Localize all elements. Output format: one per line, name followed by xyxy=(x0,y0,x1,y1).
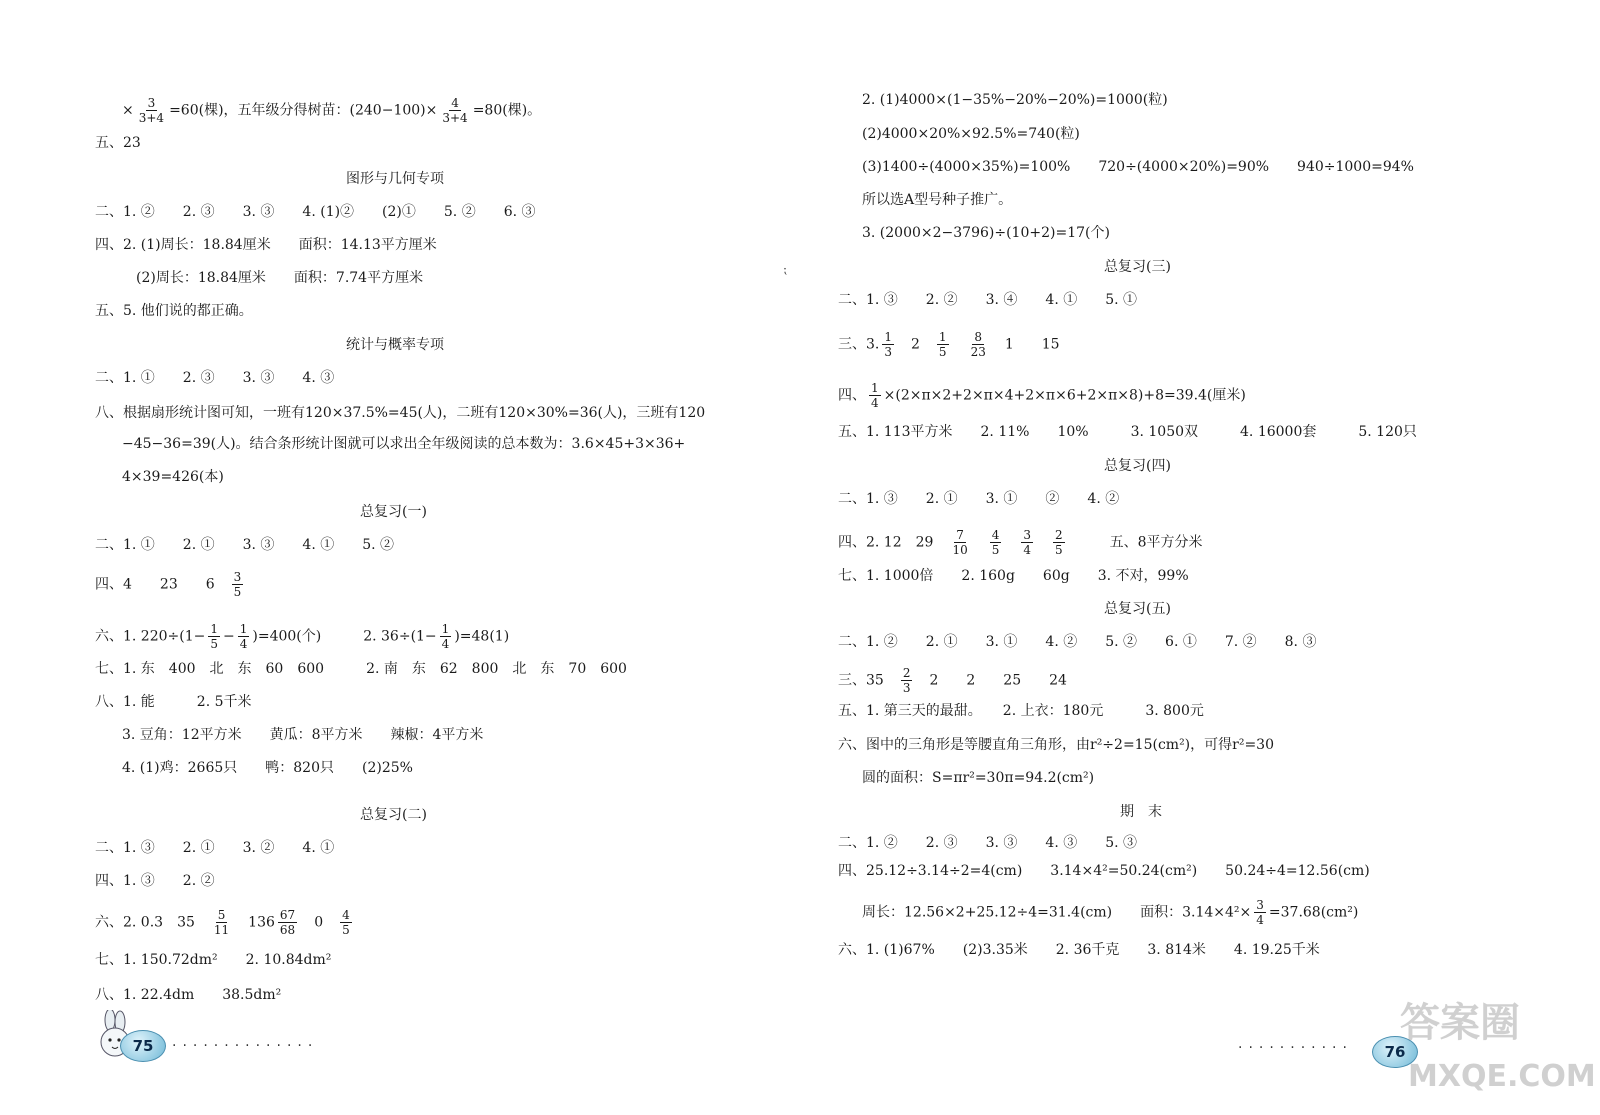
right-line-16: 六、图中的三角形是等腰直角三角形，由r²÷2=15(cm²)，可得r²=30 xyxy=(838,737,1274,753)
left-line-3: 二、1. ② 2. ③ 3. ③ 4. (1)② (2)① 5. ② 6. ③ xyxy=(95,204,536,220)
right-line-1: 2. (1)4000×(1−35%−20%−20%)=1000(粒) xyxy=(862,92,1168,108)
fraction: $\frac{8}{23}$ xyxy=(970,330,986,359)
right-line-2: (2)4000×20%×92.5%=740(粒) xyxy=(862,126,1080,142)
left-line-8: 八、根据扇形统计图可知，一班有120×37.5%=45(人)，二班有120×30%=36(人)，三班有120 xyxy=(95,405,706,421)
fraction: $\frac{1}{5}$ xyxy=(938,330,947,359)
right-line-20: 周长：12.56×2+25.12÷4=31.4(cm) 面积：3.14×4²× $\frac{3}{4}$ =37.68(cm²) xyxy=(862,898,1359,927)
right-line-15: 五、1. 第三天的最甜。 2. 上衣：180元 3. 800元 xyxy=(838,703,1204,719)
right-line-9: 五、1. 113平方米 2. 11% 10% 3. 1050双 4. 16000套 5. 120只 xyxy=(838,424,1417,440)
fraction: $\frac{1}{4}$ xyxy=(239,622,248,651)
dotted-leader-left: ·············· xyxy=(172,1038,319,1054)
section-heading-review-5: 总复习(五) xyxy=(1104,601,1171,617)
right-line-17: 圆的面积：S=πr²=30π=94.2(cm²) xyxy=(862,770,1095,786)
right-line-19: 四、25.12÷3.14÷2=4(cm) 3.14×4²=50.24(cm²) 50.24÷4=12.56(cm) xyxy=(838,863,1370,879)
fraction: $\frac{3}{5}$ xyxy=(233,570,242,599)
left-line-13: 六、1. 220÷(1− $\frac{1}{5}$ − $\frac{1}{4}$ )=400(个) 2. 36÷(1− $\frac{1}{4}$ )=48(1) xyxy=(95,622,510,651)
left-line-5: (2)周长：18.84厘米 面积：7.74平方厘米 xyxy=(136,270,424,286)
fraction: $\frac{1}{4}$ xyxy=(441,622,450,651)
section-heading-review-2: 总复习(二) xyxy=(360,807,427,823)
fraction: $\frac{1}{5}$ xyxy=(210,622,218,651)
page-divider-mark: ⁏ xyxy=(783,262,788,276)
fraction: $\frac{4}{5}$ xyxy=(991,528,1000,557)
right-line-4: 所以选A型号种子推广。 xyxy=(862,192,1013,208)
dotted-leader-right: ··········· xyxy=(1238,1040,1353,1056)
fraction: $\frac{1}{4}$ xyxy=(871,381,879,410)
right-line-8: 四、 $\frac{1}{4}$ ×(2×π×2+2×π×4+2×π×6+2×π×8)+8=39.4(厘米) xyxy=(838,381,1246,410)
left-line-20: 六、2. 0.3 35 $\frac{5}{11}$ 136 $\frac{67}{68}$ 0 $\frac{4}{5}$ xyxy=(95,908,350,937)
left-line-7: 二、1. ① 2. ③ 3. ③ 4. ③ xyxy=(95,370,335,386)
left-line-22: 八、1. 22.4dm 38.5dm² xyxy=(95,987,282,1003)
section-heading-review-4: 总复习(四) xyxy=(1104,458,1171,474)
section-heading-final: 期 末 xyxy=(1120,804,1162,820)
right-line-6: 二、1. ③ 2. ② 3. ④ 4. ① 5. ① xyxy=(838,292,1138,308)
left-line-1: × $\frac{3}{3+4}$ =60(棵)，五年级分得树苗：(240−100)× $\frac{4}{3+4}$ =80(棵)。 xyxy=(122,96,542,125)
left-line-21: 七、1. 150.72dm² 2. 10.84dm² xyxy=(95,952,332,968)
left-line-18: 二、1. ③ 2. ① 3. ② 4. ① xyxy=(95,840,335,856)
left-line-17: 4. (1)鸡：2665只 鸭：820只 (2)25% xyxy=(122,760,413,776)
left-line-2: 五、23 xyxy=(95,135,141,151)
watermark-url: MXQE.COM xyxy=(1408,1059,1596,1094)
fraction: $\frac{2}{5}$ xyxy=(1055,528,1063,557)
left-line-10: 4×39=426(本) xyxy=(122,469,224,485)
left-line-16: 3. 豆角：12平方米 黄瓜：8平方米 辣椒：4平方米 xyxy=(122,727,484,743)
fraction: $\frac{2}{3}$ xyxy=(902,666,911,695)
fraction: $\frac{5}{11}$ xyxy=(213,908,230,937)
left-line-9: −45−36=39(人)。结合条形统计图就可以求出全年级阅读的总本数为：3.6×45+3×36+ xyxy=(122,436,686,452)
right-line-13: 二、1. ② 2. ① 3. ① 4. ② 5. ② 6. ① 7. ② 8. ③ xyxy=(838,634,1317,650)
left-line-12: 四、4 23 6 $\frac{3}{5}$ xyxy=(95,570,242,599)
right-line-7: 三、3. $\frac{1}{3}$ 2 $\frac{1}{5}$ $\frac{8}{23}$ 1 15 xyxy=(838,330,1060,359)
section-heading-review-1: 总复习(一) xyxy=(360,504,427,520)
right-line-14: 三、35 $\frac{2}{3}$ 2 2 25 24 xyxy=(838,666,1067,695)
left-line-14: 七、1. 东 400 北 东 60 600 2. 南 东 62 800 北 东 70 600 xyxy=(95,661,627,677)
left-line-15: 八、1. 能 2. 5千米 xyxy=(95,694,252,710)
fraction: $\frac{67}{68}$ xyxy=(279,908,296,937)
right-line-11: 四、2. 12 29 $\frac{7}{10}$ $\frac{4}{5}$ $\frac{3}{4}$ $\frac{2}{5}$ 五、8平方分米 xyxy=(838,528,1203,557)
section-heading-review-3: 总复习(三) xyxy=(1104,259,1171,275)
left-line-4: 四、2. (1)周长：18.84厘米 面积：14.13平方厘米 xyxy=(95,237,437,253)
right-line-12: 七、1. 1000倍 2. 160g 60g 3. 不对，99% xyxy=(838,568,1189,584)
section-heading-statistics: 统计与概率专项 xyxy=(346,337,444,353)
left-line-11: 二、1. ① 2. ① 3. ③ 4. ① 5. ② xyxy=(95,537,395,553)
fraction: $\frac{7}{10}$ xyxy=(952,528,968,557)
right-line-5: 3. (2000×2−3796)÷(10+2)=17(个) xyxy=(862,225,1110,241)
left-line-6: 五、5. 他们说的都正确。 xyxy=(95,303,253,319)
left-line-19: 四、1. ③ 2. ② xyxy=(95,873,215,889)
page-number-left: 75 xyxy=(120,1030,166,1062)
fraction: $\frac{3}{4}$ xyxy=(1023,528,1031,557)
fraction: $\frac{4}{5}$ xyxy=(342,908,350,937)
fraction: $\frac{4}{3+4}$ xyxy=(442,96,468,125)
right-line-10: 二、1. ③ 2. ① 3. ① ② 4. ② xyxy=(838,491,1120,507)
fraction: $\frac{3}{3+4}$ xyxy=(138,96,165,125)
watermark-logo: 答案圈 xyxy=(1400,1000,1520,1046)
right-line-3: (3)1400÷(4000×35%)=100% 720÷(4000×20%)=90% 940÷1000=94% xyxy=(862,159,1414,175)
right-line-21: 六、1. (1)67% (2)3.35米 2. 36千克 3. 814米 4. 19.25千米 xyxy=(838,942,1320,958)
fraction: $\frac{1}{3}$ xyxy=(884,330,892,359)
right-line-18: 二、1. ② 2. ③ 3. ③ 4. ③ 5. ③ xyxy=(838,835,1138,851)
section-heading-geometry: 图形与几何专项 xyxy=(346,171,444,187)
fraction: $\frac{3}{4}$ xyxy=(1256,898,1264,927)
page-number-right: 76 xyxy=(1372,1036,1418,1068)
